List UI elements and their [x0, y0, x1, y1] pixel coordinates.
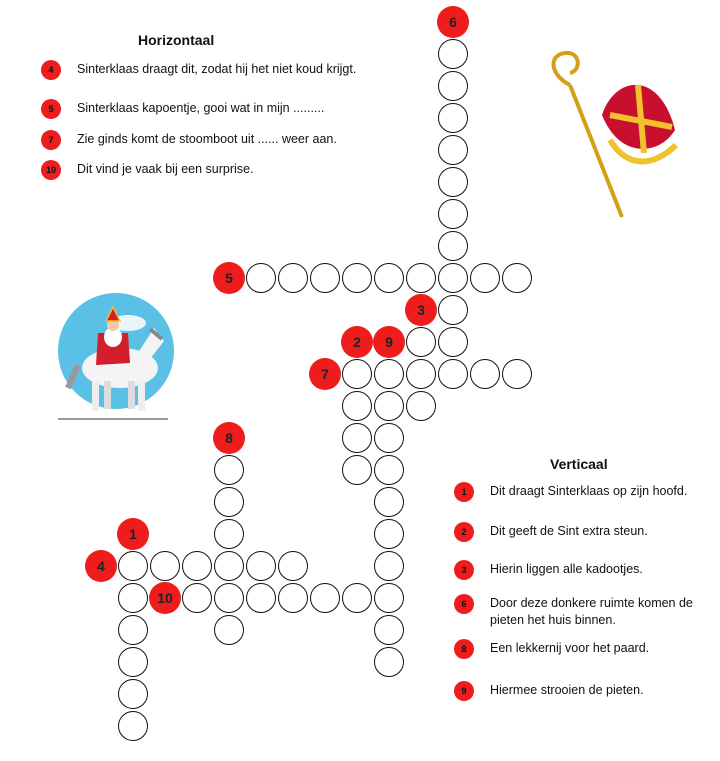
clue-text: Dit vind je vaak bij een surprise.: [77, 162, 254, 176]
crossword-cell[interactable]: [438, 71, 468, 101]
clue-number-badge: 7: [41, 130, 61, 150]
sinterklaas-on-horse-illustration: [58, 293, 178, 423]
vertical-clue: [454, 483, 720, 502]
grid-number-label: 5: [213, 262, 245, 294]
crossword-cell[interactable]: [374, 423, 404, 453]
crossword-cell[interactable]: [406, 327, 436, 357]
clue-text: Sinterklaas kapoentje, gooi wat in mijn .........: [77, 101, 325, 115]
crossword-cell[interactable]: [342, 583, 372, 613]
horizontal-clue: [41, 161, 367, 180]
crossword-cell[interactable]: [374, 359, 404, 389]
crossword-cell[interactable]: [470, 263, 500, 293]
crossword-cell[interactable]: [118, 615, 148, 645]
grid-number-label: 2: [341, 326, 373, 358]
crossword-cell[interactable]: [502, 263, 532, 293]
clue-number-badge: 8: [454, 639, 474, 659]
crossword-cell[interactable]: [214, 455, 244, 485]
vertical-clue: [454, 595, 720, 629]
crossword-cell[interactable]: [406, 359, 436, 389]
crossword-cell[interactable]: [438, 167, 468, 197]
clue-number-badge: 5: [41, 99, 61, 119]
crossword-cell[interactable]: [374, 551, 404, 581]
crossword-cell[interactable]: [182, 551, 212, 581]
vertical-clue: [454, 682, 720, 701]
crossword-cell[interactable]: [118, 583, 148, 613]
grid-number-label: 7: [309, 358, 341, 390]
clue-number-badge: 10: [41, 160, 61, 180]
clue-text: Hiermee strooien de pieten.: [490, 683, 644, 697]
crossword-cell[interactable]: [342, 455, 372, 485]
clue-number-badge: 3: [454, 560, 474, 580]
crossword-cell[interactable]: [374, 615, 404, 645]
crossword-cell[interactable]: [438, 103, 468, 133]
crossword-cell[interactable]: [374, 455, 404, 485]
crossword-cell[interactable]: [118, 679, 148, 709]
grid-number-label: 1: [117, 518, 149, 550]
crossword-cell[interactable]: [214, 487, 244, 517]
crossword-cell[interactable]: [214, 615, 244, 645]
crossword-cell[interactable]: [342, 263, 372, 293]
crossword-cell[interactable]: [374, 487, 404, 517]
vertical-clue: [454, 561, 720, 580]
crossword-cell[interactable]: [470, 359, 500, 389]
crossword-cell[interactable]: [214, 551, 244, 581]
crossword-cell[interactable]: [310, 263, 340, 293]
crossword-cell[interactable]: [278, 263, 308, 293]
crossword-cell[interactable]: [278, 551, 308, 581]
clue-text: Door deze donkere ruimte komen de pieten het huis binnen.: [490, 596, 693, 627]
horizontal-clue: [41, 131, 367, 150]
vertical-clue: [454, 523, 720, 542]
horizontal-heading: Horizontaal: [138, 32, 215, 48]
crossword-cell[interactable]: [118, 647, 148, 677]
crossword-cell[interactable]: [438, 295, 468, 325]
crossword-cell[interactable]: [118, 711, 148, 741]
crossword-cell[interactable]: [246, 551, 276, 581]
crossword-cell[interactable]: [438, 199, 468, 229]
clue-number-badge: 9: [454, 681, 474, 701]
vertical-clue: [454, 640, 720, 659]
clue-text: Een lekkernij voor het paard.: [490, 641, 650, 655]
horizontal-clue: [41, 100, 367, 119]
clue-text: Sinterklaas draagt dit, zodat hij het niet koud krijgt.: [77, 62, 357, 76]
crossword-cell[interactable]: [278, 583, 308, 613]
crossword-cell[interactable]: [374, 391, 404, 421]
crossword-cell[interactable]: [374, 519, 404, 549]
clue-text: Dit geeft de Sint extra steun.: [490, 524, 648, 538]
mitre-and-staff-illustration: [540, 45, 690, 225]
crossword-cell[interactable]: [438, 231, 468, 261]
clue-text: Hierin liggen alle kadootjes.: [490, 562, 643, 576]
crossword-cell[interactable]: [214, 583, 244, 613]
crossword-cell[interactable]: [438, 327, 468, 357]
clue-number-badge: 2: [454, 522, 474, 542]
crossword-cell[interactable]: [246, 263, 276, 293]
crossword-cell[interactable]: [438, 39, 468, 69]
crossword-cell[interactable]: [406, 391, 436, 421]
crossword-cell[interactable]: [438, 135, 468, 165]
crossword-cell[interactable]: [438, 263, 468, 293]
grid-number-label: 8: [213, 422, 245, 454]
clue-text: Dit draagt Sinterklaas op zijn hoofd.: [490, 484, 688, 498]
clue-text: Zie ginds komt de stoomboot uit ...... weer aan.: [77, 132, 337, 146]
crossword-cell[interactable]: [118, 551, 148, 581]
crossword-cell[interactable]: [246, 583, 276, 613]
crossword-cell[interactable]: [502, 359, 532, 389]
grid-number-label: 4: [85, 550, 117, 582]
crossword-cell[interactable]: [374, 647, 404, 677]
vertical-heading: Verticaal: [550, 456, 608, 472]
grid-number-label: 10: [149, 582, 181, 614]
grid-number-label: 9: [373, 326, 405, 358]
crossword-cell[interactable]: [310, 583, 340, 613]
crossword-cell[interactable]: [182, 583, 212, 613]
crossword-cell[interactable]: [150, 551, 180, 581]
crossword-cell[interactable]: [342, 423, 372, 453]
crossword-cell[interactable]: [342, 391, 372, 421]
crossword-cell[interactable]: [342, 359, 372, 389]
clue-number-badge: 6: [454, 594, 474, 614]
horizontal-clue: [41, 61, 367, 80]
crossword-cell[interactable]: [374, 263, 404, 293]
crossword-cell[interactable]: [214, 519, 244, 549]
clue-number-badge: 4: [41, 60, 61, 80]
clue-number-badge: 1: [454, 482, 474, 502]
grid-number-label: 6: [437, 6, 469, 38]
crossword-cell[interactable]: [406, 263, 436, 293]
grid-number-label: 3: [405, 294, 437, 326]
crossword-cell[interactable]: [374, 583, 404, 613]
crossword-cell[interactable]: [438, 359, 468, 389]
